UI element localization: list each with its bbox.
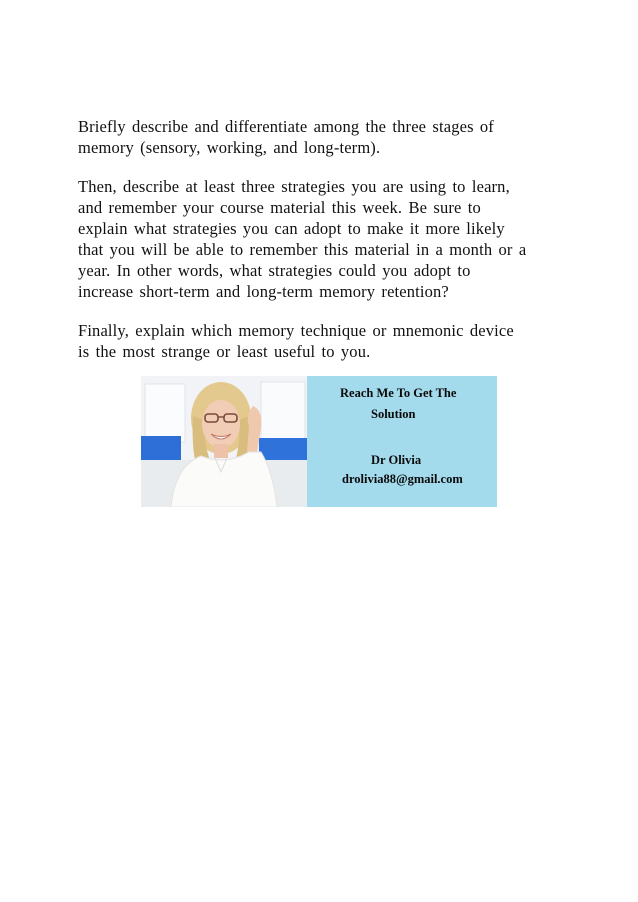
contact-panel [307, 376, 497, 507]
banner-headline: Reach Me To Get The [340, 386, 457, 400]
contact-banner [141, 376, 497, 507]
text-line: and remember your course material this week. Be sure to [78, 198, 481, 217]
contact-email: drolivia88@gmail.com [342, 472, 463, 486]
paragraph-stages [78, 116, 558, 158]
text-line: year. In other words, what strategies could you adopt to [78, 261, 471, 280]
text-line: memory (sensory, working, and long-term). [78, 138, 381, 157]
text-line: Then, describe at least three strategies you are using to learn, [78, 177, 510, 196]
woman-photo [141, 376, 307, 507]
paragraph-strategies [78, 176, 558, 302]
contact-name: Dr Olivia [371, 453, 422, 467]
text-line: Briefly describe and differentiate among the three stages of [78, 117, 494, 136]
text-line: explain what strategies you can adopt to make it more likely [78, 219, 505, 238]
text-line: Finally, explain which memory technique or mnemonic device [78, 321, 514, 340]
paragraph-mnemonic [78, 320, 558, 362]
text-line: that you will be able to remember this material in a month or a [78, 240, 527, 259]
banner-subline: Solution [371, 407, 416, 421]
assignment-text [78, 116, 558, 380]
text-line: is the most strange or least useful to you. [78, 342, 371, 361]
text-line: increase short-term and long-term memory retention? [78, 282, 449, 301]
